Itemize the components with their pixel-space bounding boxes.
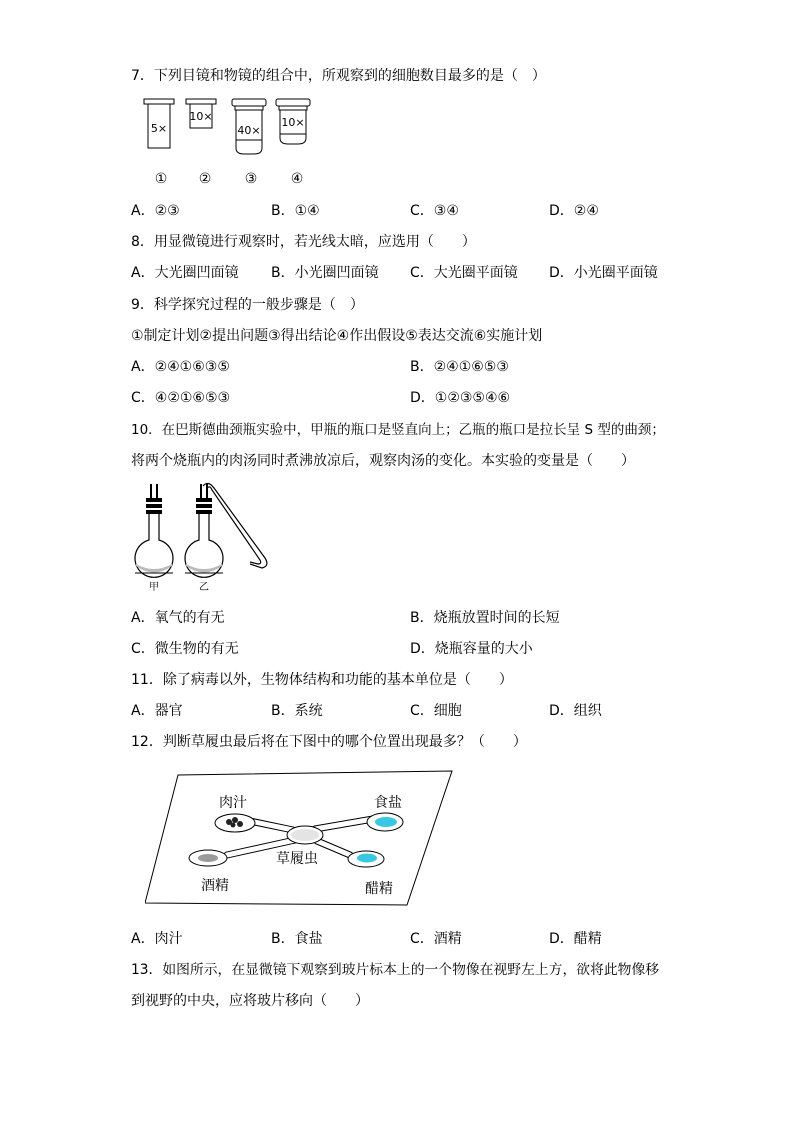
q11-option-b: B．系统 — [271, 703, 323, 719]
q8-option-b: B．小光圈凹面镜 — [271, 265, 379, 281]
lens-label-4: 10× — [281, 116, 305, 129]
paramecium-center-dish-icon — [287, 826, 323, 844]
q10-stem-line2: 将两个烧瓶内的肉汤同时煮沸放凉后，观察肉汤的变化。本实验的变量是（ ） — [131, 453, 635, 469]
q12-option-d: D．醋精 — [549, 931, 602, 947]
objective-10x-icon — [276, 99, 310, 144]
flask-label-yi: 乙 — [199, 582, 209, 593]
label-paramecium: 草履虫 — [276, 851, 318, 867]
alcohol-dish-icon — [189, 850, 227, 866]
q8-option-a: A．大光圈凹面镜 — [131, 265, 239, 281]
lens-number-3: ③ — [244, 171, 258, 187]
label-salt: 食盐 — [374, 795, 402, 811]
q7-stem: 7．下列目镜和物镜的组合中，所观察到的细胞数目最多的是（ ） — [131, 68, 546, 84]
q7-option-b: B．①④ — [271, 203, 320, 219]
q9-option-b: B．②④①⑥⑤③ — [410, 359, 509, 375]
label-meat-juice: 肉汁 — [219, 795, 247, 811]
lens-label-2: 10× — [189, 110, 213, 123]
meat-juice-dish-icon — [215, 814, 255, 832]
q10-flask-figure — [130, 480, 280, 595]
lens-label-3: 40× — [237, 124, 261, 137]
q9-steps: ①制定计划②提出问题③得出结论④作出假设⑤表达交流⑥实施计划 — [131, 328, 543, 344]
q8-option-c: C．大光圈平面镜 — [410, 265, 518, 281]
flask-jia-icon — [135, 484, 173, 577]
lens-number-2: ② — [198, 171, 212, 187]
q9-option-d: D．①②③⑤④⑥ — [410, 390, 511, 406]
eyepiece-10x-icon — [186, 99, 216, 128]
q7-lens-figure — [140, 96, 330, 201]
objective-40x-icon — [232, 99, 266, 154]
flask-yi-icon — [185, 483, 267, 577]
q9-option-c: C．④②①⑥⑤③ — [131, 390, 231, 406]
q12-option-a: A．肉汁 — [131, 931, 183, 947]
q10-option-d: D．烧瓶容量的大小 — [410, 641, 533, 657]
q9-stem: 9．科学探究过程的一般步骤是（ ） — [131, 297, 364, 313]
eyepiece-5x-icon — [144, 99, 174, 148]
label-alcohol: 酒精 — [201, 878, 229, 894]
q12-option-b: B．食盐 — [271, 931, 323, 947]
lens-label-1: 5× — [150, 122, 168, 135]
q8-stem: 8．用显微镜进行观察时，若光线太暗，应选用（ ） — [131, 234, 476, 250]
q11-stem: 11．除了病毒以外，生物体结构和功能的基本单位是（ ） — [131, 672, 513, 688]
lens-number-4: ④ — [290, 171, 304, 187]
flask-label-jia: 甲 — [149, 582, 159, 593]
q7-option-c: C．③④ — [410, 203, 459, 219]
q12-option-c: C．酒精 — [410, 931, 462, 947]
q9-option-a: A．②④①⑥③⑤ — [131, 359, 230, 375]
lens-number-1: ① — [154, 171, 168, 187]
q10-stem-line1: 10．在巴斯德曲颈瓶实验中，甲瓶的瓶口是竖直向上；乙瓶的瓶口是拉长呈 S 型的曲颈； — [131, 422, 665, 438]
q11-option-d: D．组织 — [549, 703, 602, 719]
q12-paramecium-figure — [145, 765, 455, 910]
q13-stem-line1: 13．如图所示，在显微镜下观察到玻片标本上的一个物像在视野左上方，欲将此物像移 — [131, 962, 660, 978]
q10-option-b: B．烧瓶放置时间的长短 — [410, 610, 560, 626]
q13-stem-line2: 到视野的中央，应将玻片移向（ ） — [131, 993, 369, 1009]
label-vinegar: 醋精 — [365, 881, 393, 897]
salt-dish-icon — [367, 813, 403, 831]
q10-option-c: C．微生物的有无 — [131, 641, 239, 657]
q7-option-d: D．②④ — [549, 203, 599, 219]
q11-option-c: C．细胞 — [410, 703, 462, 719]
q10-option-a: A．氧气的有无 — [131, 610, 225, 626]
q12-stem: 12．判断草履虫最后将在下图中的哪个位置出现最多？（ ） — [131, 734, 527, 750]
q8-option-d: D．小光圈平面镜 — [549, 265, 658, 281]
q11-option-a: A．器官 — [131, 703, 183, 719]
q7-option-a: A．②③ — [131, 203, 180, 219]
vinegar-dish-icon — [348, 851, 384, 867]
